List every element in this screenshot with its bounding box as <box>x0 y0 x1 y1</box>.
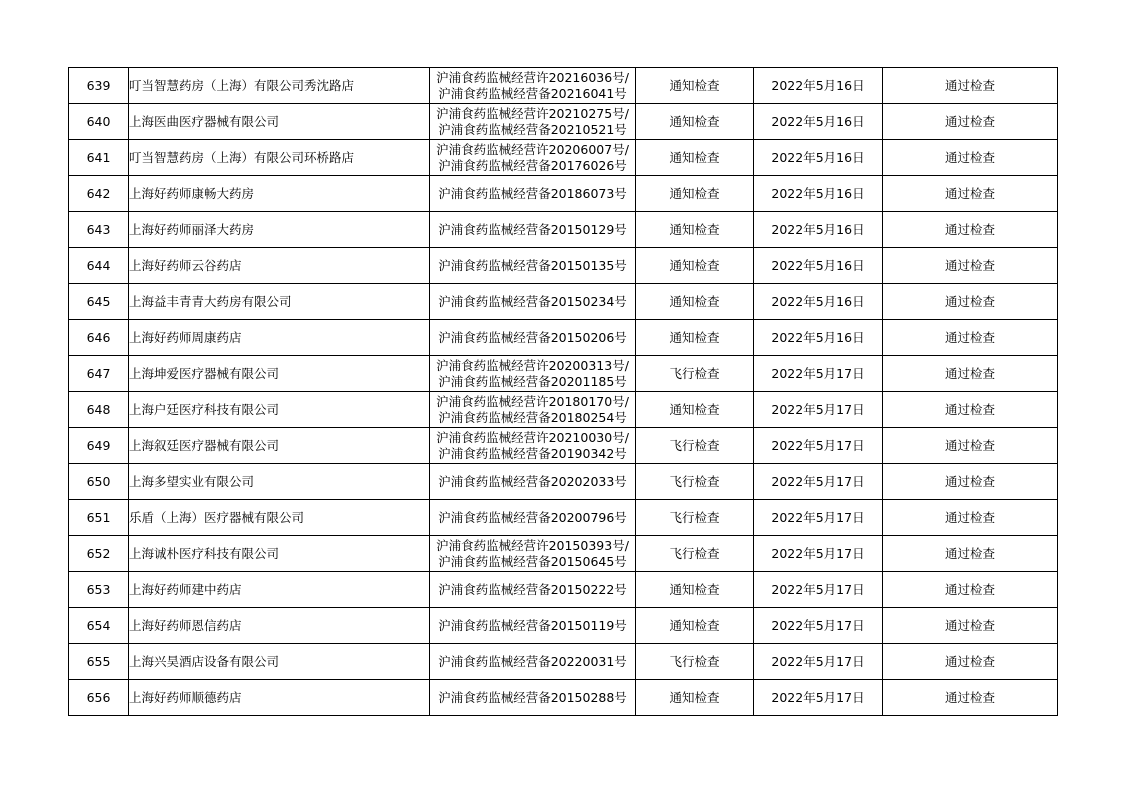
company-name-cell: 上海多望实业有限公司 <box>129 464 430 500</box>
inspection-type-cell: 飞行检查 <box>636 644 754 680</box>
license-number-cell <box>430 608 636 644</box>
inspection-date-cell: 2022年5月17日 <box>754 572 883 608</box>
row-number-cell: 652 <box>69 536 129 572</box>
inspection-result-cell: 通过检查 <box>883 572 1058 608</box>
company-name-cell: 上海诚朴医疗科技有限公司 <box>129 536 430 572</box>
license-number-cell <box>430 248 636 284</box>
inspection-result-cell: 通过检查 <box>883 608 1058 644</box>
inspection-type-cell: 通知检查 <box>636 320 754 356</box>
row-number-cell: 649 <box>69 428 129 464</box>
inspection-table <box>68 67 1058 716</box>
license-number-line: 沪浦食药监械经营许20210275号/ <box>436 105 629 121</box>
company-name-cell: 上海好药师丽泽大药房 <box>129 212 430 248</box>
inspection-date-cell: 2022年5月17日 <box>754 644 883 680</box>
inspection-type-cell: 飞行检查 <box>636 464 754 500</box>
inspection-type-cell: 飞行检查 <box>636 428 754 464</box>
license-number-line: 沪浦食药监械经营备20220031号 <box>438 653 627 669</box>
inspection-result-cell: 通过检查 <box>883 284 1058 320</box>
inspection-result-cell: 通过检查 <box>883 536 1058 572</box>
table-row <box>69 212 1058 248</box>
license-number-line: 沪浦食药监械经营许20210030号/ <box>436 429 629 445</box>
inspection-date-cell: 2022年5月17日 <box>754 464 883 500</box>
inspection-type-cell: 通知检查 <box>636 608 754 644</box>
table-body <box>69 68 1058 716</box>
table-row <box>69 500 1058 536</box>
inspection-date-cell: 2022年5月17日 <box>754 428 883 464</box>
company-name-cell: 上海好药师周康药店 <box>129 320 430 356</box>
row-number-cell: 653 <box>69 572 129 608</box>
table-row <box>69 392 1058 428</box>
table-row <box>69 464 1058 500</box>
license-number-cell <box>430 356 636 392</box>
row-number-cell: 651 <box>69 500 129 536</box>
table-row <box>69 320 1058 356</box>
row-number-cell: 644 <box>69 248 129 284</box>
license-number-line: 沪浦食药监械经营备20150119号 <box>438 617 627 633</box>
license-number-cell <box>430 68 636 104</box>
license-number-cell <box>430 140 636 176</box>
table-row <box>69 644 1058 680</box>
license-number-line: 沪浦食药监械经营备20216041号 <box>438 85 627 101</box>
license-number-cell <box>430 428 636 464</box>
inspection-type-cell: 通知检查 <box>636 176 754 212</box>
license-number-line: 沪浦食药监械经营备20210521号 <box>438 121 627 137</box>
license-number-line: 沪浦食药监械经营备20150645号 <box>438 553 627 569</box>
license-number-cell <box>430 536 636 572</box>
inspection-type-cell: 通知检查 <box>636 140 754 176</box>
inspection-date-cell: 2022年5月16日 <box>754 320 883 356</box>
license-number-line: 沪浦食药监械经营许20216036号/ <box>436 69 629 85</box>
license-number-line: 沪浦食药监械经营备20201185号 <box>438 373 627 389</box>
table-row <box>69 608 1058 644</box>
license-number-cell <box>430 644 636 680</box>
inspection-type-cell: 通知检查 <box>636 68 754 104</box>
company-name-cell: 上海好药师顺德药店 <box>129 680 430 716</box>
table-row <box>69 680 1058 716</box>
license-number-line: 沪浦食药监械经营备20176026号 <box>438 157 627 173</box>
table-row <box>69 284 1058 320</box>
row-number-cell: 646 <box>69 320 129 356</box>
license-number-cell <box>430 500 636 536</box>
inspection-result-cell: 通过检查 <box>883 392 1058 428</box>
inspection-date-cell: 2022年5月16日 <box>754 104 883 140</box>
license-number-line: 沪浦食药监械经营备20150288号 <box>438 689 627 705</box>
inspection-date-cell: 2022年5月17日 <box>754 392 883 428</box>
license-number-line: 沪浦食药监械经营备20150222号 <box>438 581 627 597</box>
company-name-cell: 上海好药师康畅大药房 <box>129 176 430 212</box>
row-number-cell: 654 <box>69 608 129 644</box>
inspection-type-cell: 通知检查 <box>636 572 754 608</box>
inspection-date-cell: 2022年5月16日 <box>754 140 883 176</box>
row-number-cell: 640 <box>69 104 129 140</box>
company-name-cell: 上海叙廷医疗器械有限公司 <box>129 428 430 464</box>
inspection-result-cell: 通过检查 <box>883 176 1058 212</box>
company-name-cell: 上海户廷医疗科技有限公司 <box>129 392 430 428</box>
license-number-line: 沪浦食药监械经营备20202033号 <box>438 473 627 489</box>
inspection-date-cell: 2022年5月16日 <box>754 284 883 320</box>
company-name-cell: 上海坤爱医疗器械有限公司 <box>129 356 430 392</box>
inspection-result-cell: 通过检查 <box>883 464 1058 500</box>
inspection-result-cell: 通过检查 <box>883 356 1058 392</box>
license-number-line: 沪浦食药监械经营备20200796号 <box>438 509 627 525</box>
table-row <box>69 140 1058 176</box>
inspection-type-cell: 通知检查 <box>636 212 754 248</box>
table-row <box>69 356 1058 392</box>
inspection-type-cell: 飞行检查 <box>636 500 754 536</box>
company-name-cell: 上海兴昊酒店设备有限公司 <box>129 644 430 680</box>
company-name-cell: 上海医曲医疗器械有限公司 <box>129 104 430 140</box>
license-number-line: 沪浦食药监械经营许20180170号/ <box>436 393 629 409</box>
company-name-cell: 叮当智慧药房（上海）有限公司环桥路店 <box>129 140 430 176</box>
inspection-type-cell: 飞行检查 <box>636 536 754 572</box>
license-number-line: 沪浦食药监械经营备20186073号 <box>438 185 627 201</box>
license-number-line: 沪浦食药监械经营备20150234号 <box>438 293 627 309</box>
inspection-result-cell: 通过检查 <box>883 500 1058 536</box>
license-number-line: 沪浦食药监械经营备20190342号 <box>438 445 627 461</box>
license-number-cell <box>430 392 636 428</box>
row-number-cell: 655 <box>69 644 129 680</box>
inspection-result-cell: 通过检查 <box>883 428 1058 464</box>
row-number-cell: 647 <box>69 356 129 392</box>
company-name-cell: 叮当智慧药房（上海）有限公司秀沈路店 <box>129 68 430 104</box>
license-number-cell <box>430 320 636 356</box>
inspection-result-cell: 通过检查 <box>883 140 1058 176</box>
license-number-line: 沪浦食药监械经营许20200313号/ <box>436 357 629 373</box>
license-number-cell <box>430 104 636 140</box>
license-number-cell <box>430 464 636 500</box>
table-row <box>69 176 1058 212</box>
inspection-date-cell: 2022年5月16日 <box>754 248 883 284</box>
inspection-date-cell: 2022年5月17日 <box>754 680 883 716</box>
table-row <box>69 68 1058 104</box>
license-number-line: 沪浦食药监械经营备20150129号 <box>438 221 627 237</box>
inspection-type-cell: 通知检查 <box>636 284 754 320</box>
inspection-result-cell: 通过检查 <box>883 212 1058 248</box>
license-number-cell <box>430 284 636 320</box>
inspection-result-cell: 通过检查 <box>883 248 1058 284</box>
row-number-cell: 656 <box>69 680 129 716</box>
row-number-cell: 645 <box>69 284 129 320</box>
inspection-date-cell: 2022年5月17日 <box>754 356 883 392</box>
inspection-date-cell: 2022年5月16日 <box>754 212 883 248</box>
license-number-line: 沪浦食药监械经营备20180254号 <box>438 409 627 425</box>
company-name-cell: 上海好药师恩信药店 <box>129 608 430 644</box>
inspection-type-cell: 通知检查 <box>636 680 754 716</box>
inspection-result-cell: 通过检查 <box>883 68 1058 104</box>
inspection-type-cell: 飞行检查 <box>636 356 754 392</box>
row-number-cell: 643 <box>69 212 129 248</box>
license-number-cell <box>430 176 636 212</box>
license-number-line: 沪浦食药监械经营备20150206号 <box>438 329 627 345</box>
license-number-cell <box>430 680 636 716</box>
company-name-cell: 上海好药师云谷药店 <box>129 248 430 284</box>
inspection-type-cell: 通知检查 <box>636 104 754 140</box>
license-number-line: 沪浦食药监械经营许20150393号/ <box>436 537 629 553</box>
row-number-cell: 650 <box>69 464 129 500</box>
table-row <box>69 104 1058 140</box>
table-row <box>69 572 1058 608</box>
inspection-result-cell: 通过检查 <box>883 644 1058 680</box>
inspection-date-cell: 2022年5月16日 <box>754 68 883 104</box>
inspection-date-cell: 2022年5月17日 <box>754 536 883 572</box>
table-row <box>69 536 1058 572</box>
inspection-type-cell: 通知检查 <box>636 248 754 284</box>
row-number-cell: 639 <box>69 68 129 104</box>
inspection-result-cell: 通过检查 <box>883 680 1058 716</box>
company-name-cell: 上海好药师建中药店 <box>129 572 430 608</box>
license-number-cell <box>430 212 636 248</box>
license-number-cell <box>430 572 636 608</box>
inspection-type-cell: 通知检查 <box>636 392 754 428</box>
table-row <box>69 248 1058 284</box>
license-number-line: 沪浦食药监械经营备20150135号 <box>438 257 627 273</box>
row-number-cell: 641 <box>69 140 129 176</box>
inspection-date-cell: 2022年5月16日 <box>754 176 883 212</box>
inspection-date-cell: 2022年5月17日 <box>754 608 883 644</box>
inspection-date-cell: 2022年5月17日 <box>754 500 883 536</box>
company-name-cell: 上海益丰青青大药房有限公司 <box>129 284 430 320</box>
row-number-cell: 648 <box>69 392 129 428</box>
inspection-result-cell: 通过检查 <box>883 104 1058 140</box>
row-number-cell: 642 <box>69 176 129 212</box>
inspection-result-cell: 通过检查 <box>883 320 1058 356</box>
license-number-line: 沪浦食药监械经营许20206007号/ <box>436 141 629 157</box>
table-row <box>69 428 1058 464</box>
company-name-cell: 乐盾（上海）医疗器械有限公司 <box>129 500 430 536</box>
